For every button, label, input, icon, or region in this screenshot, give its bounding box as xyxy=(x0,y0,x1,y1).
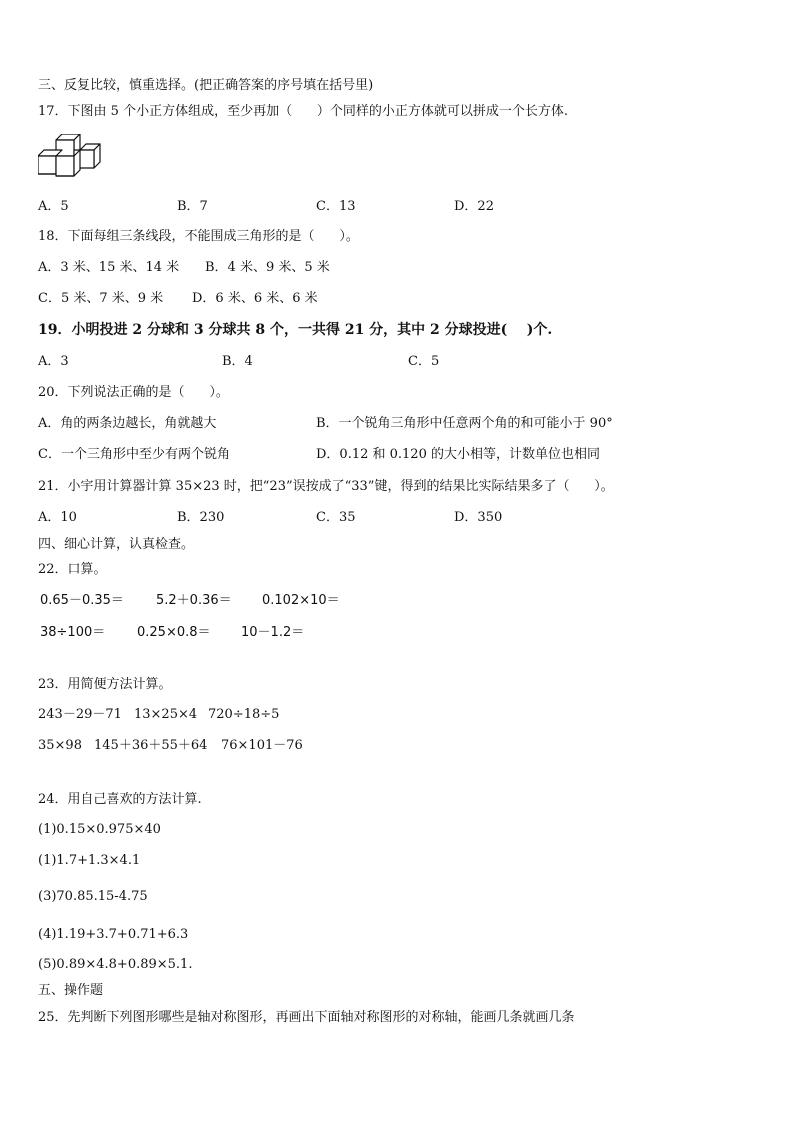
q19-option-b: B．4 xyxy=(222,354,253,369)
q22-expr-1: 0.65－0.35＝ xyxy=(40,593,124,608)
q18-option-c: C．5 米、7 米、9 米 xyxy=(38,291,164,306)
q17-option-a: A．5 xyxy=(38,199,69,214)
q20-option-d: D．0.12 和 0.120 的大小相等，计数单位也相同 xyxy=(316,447,600,462)
q24-item-3: (3)70.85.15-4.75 xyxy=(38,889,148,904)
cube-figure xyxy=(38,134,102,186)
q20-stem: 20．下列说法正确的是（ ）。 xyxy=(38,385,229,400)
q21-option-a: A．10 xyxy=(38,510,77,525)
q18-option-b: B．4 米、9 米、5 米 xyxy=(205,260,330,275)
q23-expr-3: 720÷18÷5 xyxy=(208,707,280,722)
q24-item-2: (1)1.7+1.3×4.1 xyxy=(38,853,141,868)
q20-option-b: B．一个锐角三角形中任意两个角的和可能小于 90° xyxy=(316,416,613,431)
q17-option-b: B．7 xyxy=(177,199,208,214)
q22-stem: 22．口算。 xyxy=(38,562,107,577)
q18-option-d: D．6 米、6 米、6 米 xyxy=(192,291,318,306)
q17-option-d: D．22 xyxy=(454,199,494,214)
q19-option-c: C．5 xyxy=(408,354,440,369)
q22-expr-4: 38÷100＝ xyxy=(40,625,106,640)
q24-item-1: (1)0.15×0.975×40 xyxy=(38,822,161,837)
q19-option-a: A．3 xyxy=(38,354,69,369)
q22-expr-6: 10－1.2＝ xyxy=(241,625,305,640)
q21-option-c: C．35 xyxy=(316,510,356,525)
q20-option-c: C．一个三角形中至少有两个锐角 xyxy=(38,447,230,462)
q18-option-a: A．3 米、15 米、14 米 xyxy=(38,260,180,275)
q23-expr-5: 145＋36＋55＋64 xyxy=(94,738,208,753)
q22-expr-3: 0.102×10＝ xyxy=(262,593,340,608)
q24-item-4: (4)1.19+3.7+0.71+6.3 xyxy=(38,927,189,942)
q17-stem: 17．下图由 5 个小正方体组成，至少再加（ ）个同样的小正方体就可以拼成一个长方体. xyxy=(38,104,569,119)
q23-expr-1: 243－29－71 xyxy=(38,707,122,722)
q17-option-c: C．13 xyxy=(316,199,356,214)
q25-stem: 25．先判断下列图形哪些是轴对称图形，再画出下面轴对称图形的对称轴，能画几条就画几条 xyxy=(38,1010,575,1025)
q24-stem: 24．用自己喜欢的方法计算. xyxy=(38,792,202,807)
q24-item-5: (5)0.89×4.8+0.89×5.1. xyxy=(38,957,193,972)
q23-expr-2: 13×25×4 xyxy=(134,707,198,722)
q22-expr-5: 0.25×0.8＝ xyxy=(137,625,211,640)
q21-option-b: B．230 xyxy=(177,510,225,525)
q21-stem: 21．小宇用计算器计算 35×23 时，把“23”误按成了“33”键，得到的结果比实际结果多了（ ）。 xyxy=(38,479,614,494)
section-4-title: 四、细心计算，认真检查。 xyxy=(38,537,195,552)
q23-expr-6: 76×101－76 xyxy=(221,738,303,753)
q22-expr-2: 5.2＋0.36＝ xyxy=(156,593,232,608)
q19-stem: 19．小明投进 2 分球和 3 分球共 8 个，一共得 21 分，其中 2 分球投进( )个. xyxy=(38,322,553,338)
q21-option-d: D．350 xyxy=(454,510,503,525)
section-5-title: 五、操作题 xyxy=(38,983,104,998)
section-3-title: 三、反复比较，慎重选择。(把正确答案的序号填在括号里) xyxy=(38,78,374,93)
q18-stem: 18．下面每组三条线段，不能围成三角形的是（ ）。 xyxy=(38,229,359,244)
q23-expr-4: 35×98 xyxy=(38,738,82,753)
q23-stem: 23．用简便方法计算。 xyxy=(38,677,172,692)
q20-option-a: A．角的两条边越长，角就越大 xyxy=(38,416,217,431)
